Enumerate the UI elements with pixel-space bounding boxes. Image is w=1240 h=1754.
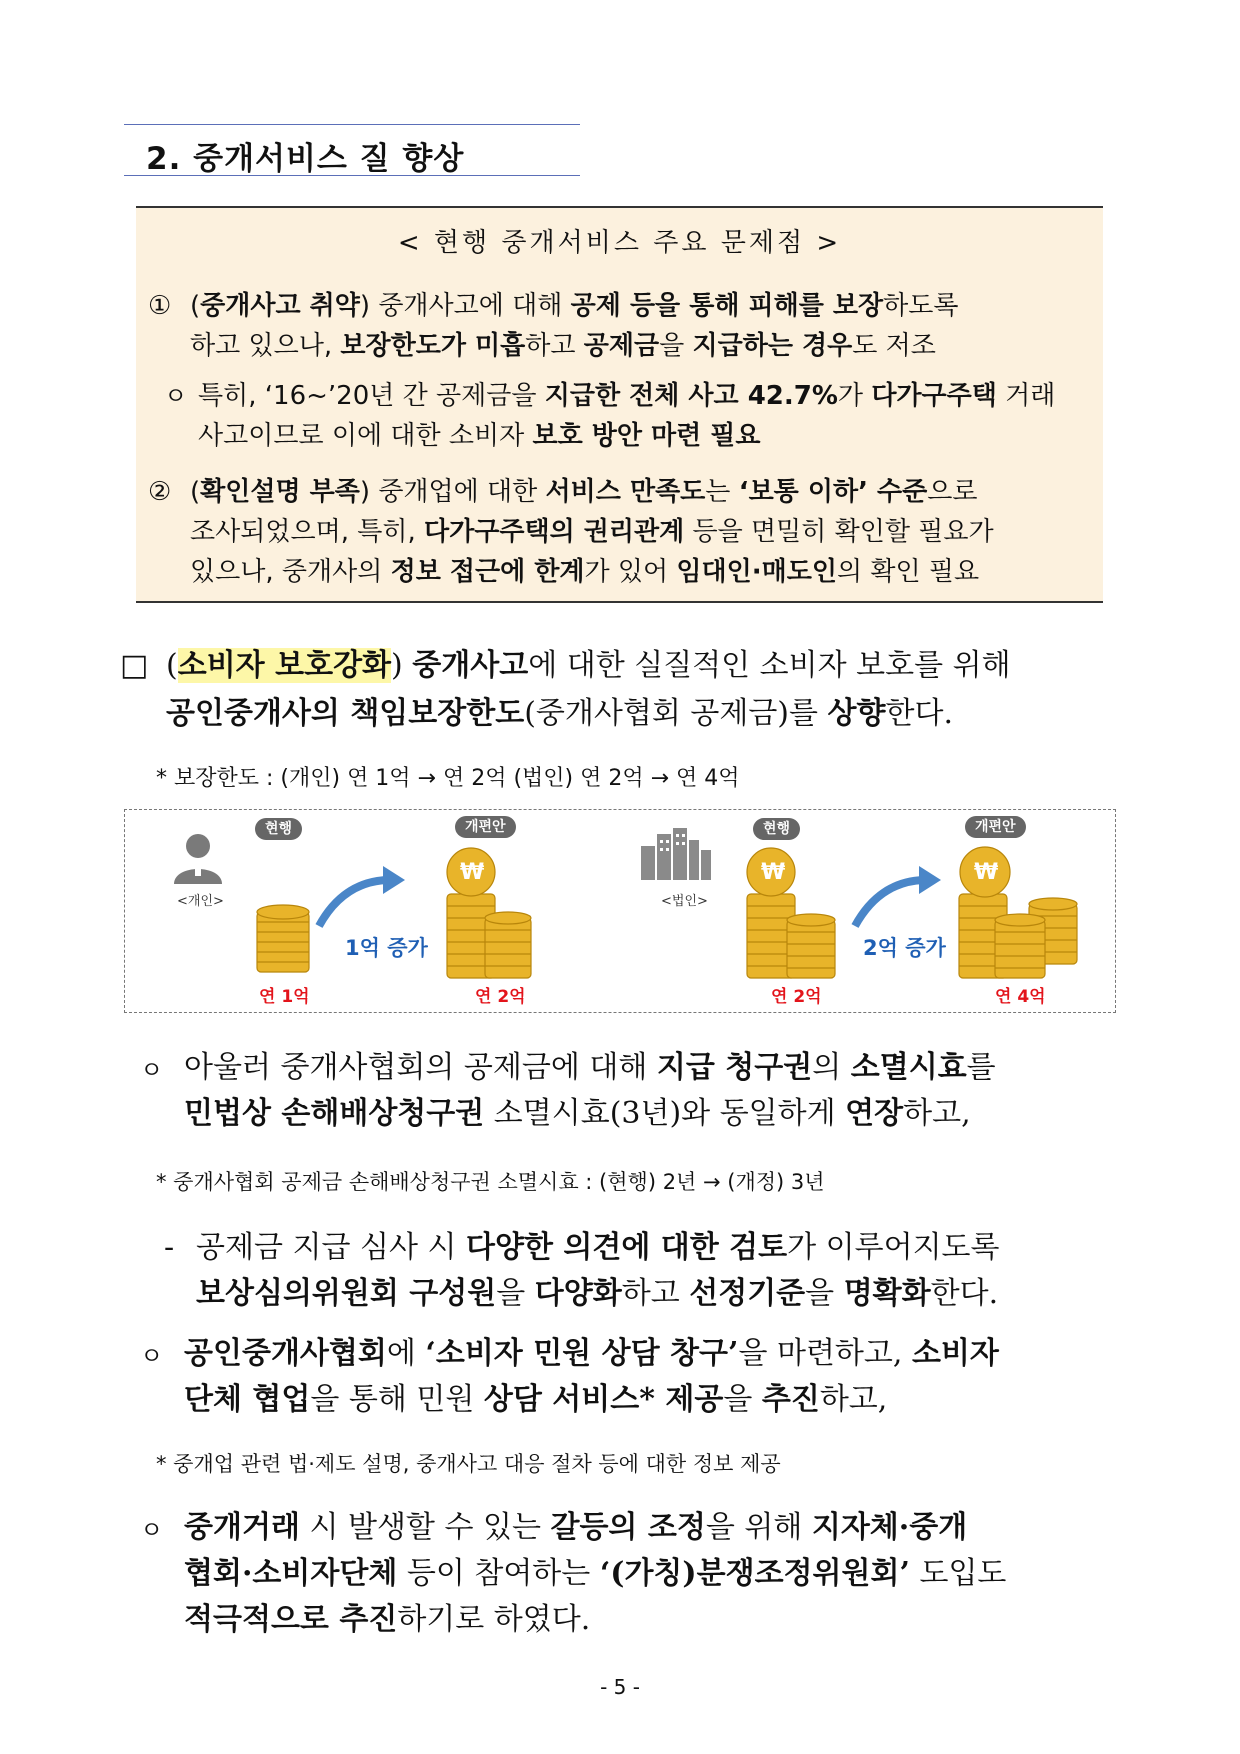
text-segment: 소멸시효 bbox=[850, 1050, 967, 1085]
text-segment: 지급한 전체 사고 42.7% bbox=[544, 381, 838, 411]
item2-line2 bbox=[190, 512, 994, 552]
text-segment: 소멸시효(3년)와 동일하게 bbox=[484, 1096, 846, 1131]
text-segment: 조사되었으며, 특히, bbox=[190, 517, 424, 547]
text-segment: 을 통해 민원 bbox=[310, 1382, 484, 1417]
sub1-line2 bbox=[198, 416, 761, 456]
text-segment: 중개거래 bbox=[184, 1510, 300, 1545]
text-segment: 는 bbox=[705, 477, 739, 507]
page-number: - 5 - bbox=[600, 1675, 640, 1699]
text-segment: ‘(가칭)분쟁조정위원회’ bbox=[599, 1556, 910, 1591]
text-segment: ( bbox=[190, 291, 201, 321]
text-segment: 적극적으로 추진 bbox=[184, 1602, 398, 1637]
text-segment: 을 위해 bbox=[705, 1510, 812, 1545]
sub1-line1 bbox=[198, 376, 1055, 416]
text-segment: 한다. bbox=[930, 1276, 999, 1311]
p2-note: * 중개사협회 공제금 손해배상청구권 소멸시효 : (현행) 2년 → (개정) 3년 bbox=[156, 1170, 825, 1194]
text-segment: 특히, bbox=[198, 381, 265, 411]
tag-reform-corporate: 개편안 bbox=[965, 816, 1026, 838]
text-segment: 하고 bbox=[621, 1276, 690, 1311]
text-segment: ‘보통 이하’ 수준 bbox=[738, 477, 928, 507]
text-segment: 하기로 하였다. bbox=[397, 1602, 591, 1637]
text-segment: 아울러 중개사협회의 공제금에 대해 bbox=[184, 1050, 657, 1085]
amount-individual-current: 연 1억 bbox=[259, 987, 310, 1007]
text-segment: 하고, bbox=[903, 1096, 971, 1131]
text-segment: 소비자 bbox=[911, 1336, 999, 1371]
text-segment: 의 bbox=[812, 1050, 851, 1085]
sub1-bullet: ㅇ bbox=[164, 382, 188, 410]
p2-line2 bbox=[184, 1092, 971, 1136]
text-segment: 지자체·중개 bbox=[811, 1510, 968, 1545]
text-segment: 서비스 만족도 bbox=[545, 477, 706, 507]
text-segment: 를 bbox=[789, 696, 828, 731]
coin-stack-1 bbox=[255, 902, 311, 978]
text-segment: 보장한도가 미흡 bbox=[340, 331, 526, 361]
text-segment: 갈등의 조정 bbox=[550, 1510, 706, 1545]
p1-line2 bbox=[166, 692, 953, 736]
text-segment: 상담 서비스* 제공 bbox=[483, 1382, 724, 1417]
text-segment: 있으나, 중개사의 bbox=[190, 557, 391, 587]
text-segment: 도 저조 bbox=[852, 331, 936, 361]
text-segment: 가 이루어지도록 bbox=[787, 1230, 1000, 1265]
text-segment: 으로 bbox=[927, 477, 978, 507]
text-segment: 중개사고 취약 bbox=[200, 291, 360, 321]
tag-current-corporate: 현행 bbox=[753, 818, 800, 840]
p3-dash: - bbox=[164, 1230, 175, 1265]
text-segment: 지급 청구권 bbox=[656, 1050, 813, 1085]
text-segment: 명확화 bbox=[843, 1276, 931, 1311]
text-segment: 사고이므로 이에 대한 소비자 bbox=[198, 421, 533, 451]
p2-bullet: ㅇ bbox=[140, 1056, 164, 1084]
text-segment: 에 bbox=[386, 1336, 426, 1371]
section-header bbox=[124, 124, 580, 176]
coin-stack-3 bbox=[745, 846, 837, 980]
text-segment: 공제금을 bbox=[427, 381, 545, 411]
text-segment: 에 대한 실질적인 소비자 보호를 위해 bbox=[528, 648, 1011, 683]
section-title: 2. 중개서비스 질 향상 bbox=[146, 141, 465, 177]
text-segment: 하고 bbox=[525, 331, 584, 361]
won-symbol-1: ₩ bbox=[460, 860, 485, 885]
text-segment: 중개사고 bbox=[412, 648, 529, 683]
text-segment: 공인중개사의 책임보장한도 bbox=[166, 696, 525, 731]
text-segment: 시 발생할 수 있는 bbox=[299, 1510, 551, 1545]
text-segment: ) bbox=[391, 648, 413, 683]
p4-note: * 중개업 관련 법·제도 설명, 중개사고 대응 절차 등에 대한 정보 제공 bbox=[156, 1452, 781, 1476]
p4-line1 bbox=[184, 1332, 999, 1376]
p4-bullet: ㅇ bbox=[140, 1342, 164, 1370]
amount-individual-reform: 연 2억 bbox=[475, 987, 526, 1007]
increase-corporate: 2억 증가 bbox=[863, 936, 946, 960]
text-segment: 가 있어 bbox=[584, 557, 677, 587]
coin-stack-2 bbox=[445, 844, 533, 980]
text-segment: ) 중개업에 대한 bbox=[359, 477, 546, 507]
text-segment: ) 중개사고에 대해 bbox=[359, 291, 571, 321]
text-segment: 공제금 bbox=[583, 331, 660, 361]
text-segment: ‘소비자 민원 상담 창구’ bbox=[425, 1336, 739, 1371]
increase-individual: 1억 증가 bbox=[345, 936, 428, 960]
problem-box bbox=[136, 206, 1103, 603]
tag-current-individual: 현행 bbox=[255, 818, 302, 840]
problem-box-title: < 현행 중개서비스 주요 문제점 > bbox=[397, 228, 842, 258]
amount-corporate-reform: 연 4억 bbox=[995, 987, 1046, 1007]
text-segment: 하고, bbox=[819, 1382, 888, 1417]
p1-line1 bbox=[166, 644, 1011, 688]
text-segment: 공인중개사협회 bbox=[184, 1336, 387, 1371]
item2-line1 bbox=[190, 472, 977, 512]
text-segment: 보호 방안 마련 필요 bbox=[532, 421, 761, 451]
text-segment: 을 bbox=[805, 1276, 844, 1311]
text-segment: 거래 bbox=[996, 381, 1056, 411]
corporate-caption: <법인> bbox=[661, 894, 708, 909]
text-segment: 을 bbox=[496, 1276, 535, 1311]
text-segment: 다가구주택 bbox=[871, 381, 997, 411]
p1-checkbox: □ bbox=[120, 648, 149, 683]
item1-line2 bbox=[190, 326, 936, 366]
text-segment: 보상심의위원회 구성원 bbox=[196, 1276, 497, 1311]
text-segment: 공제금 지급 심사 시 bbox=[196, 1230, 466, 1265]
won-symbol-3: ₩ bbox=[974, 860, 999, 885]
text-segment: 선정기준 bbox=[689, 1276, 806, 1311]
text-segment: 추진 bbox=[761, 1382, 820, 1417]
text-segment: 를 bbox=[966, 1050, 996, 1085]
item1-number: ① bbox=[148, 291, 172, 321]
item2-number: ② bbox=[148, 477, 172, 507]
text-segment: ‘16~’20년 간 bbox=[264, 381, 428, 411]
text-segment: 을 bbox=[723, 1382, 762, 1417]
p3-line2 bbox=[196, 1272, 998, 1316]
text-segment: 상향 bbox=[827, 696, 886, 731]
text-segment: 지급하는 경우 bbox=[692, 331, 853, 361]
item2-line3 bbox=[190, 552, 979, 592]
building-icon bbox=[639, 828, 711, 880]
p3-line1 bbox=[196, 1226, 1000, 1270]
p5-line1 bbox=[184, 1506, 967, 1550]
text-segment: 을 bbox=[659, 331, 693, 361]
p5-bullet: ㅇ bbox=[140, 1516, 164, 1544]
amount-corporate-current: 연 2억 bbox=[771, 987, 822, 1007]
text-segment: 협회·소비자단체 bbox=[184, 1556, 398, 1591]
text-segment: 민법상 손해배상청구권 bbox=[184, 1096, 485, 1131]
p5-line2 bbox=[184, 1552, 1006, 1596]
tag-reform-individual: 개편안 bbox=[455, 816, 516, 838]
text-segment: 정보 접근에 한계 bbox=[390, 557, 585, 587]
text-segment: 의 확인 필요 bbox=[837, 557, 980, 587]
text-segment: 도입도 bbox=[909, 1556, 1007, 1591]
text-segment: 하도록 bbox=[883, 291, 959, 321]
text-segment: 소비자 보호강화 bbox=[177, 648, 392, 683]
text-segment: 다가구주택의 권리관계 bbox=[424, 517, 685, 547]
text-segment: 을 마련하고, bbox=[738, 1336, 912, 1371]
p5-line3 bbox=[184, 1598, 590, 1642]
infographic bbox=[124, 809, 1116, 1013]
text-segment: ( bbox=[166, 648, 178, 683]
text-segment: 한다. bbox=[885, 696, 954, 731]
text-segment: 확인설명 부족 bbox=[200, 477, 360, 507]
text-segment: 등이 참여하는 bbox=[397, 1556, 600, 1591]
text-segment: 단체 협업 bbox=[184, 1382, 311, 1417]
text-segment: 임대인·매도인 bbox=[676, 557, 837, 587]
arrow-icon-corporate bbox=[849, 862, 943, 932]
text-segment: 다양화 bbox=[534, 1276, 622, 1311]
p2-line1 bbox=[184, 1046, 996, 1090]
arrow-icon-individual bbox=[313, 862, 407, 932]
individual-caption: <개인> bbox=[177, 894, 224, 909]
p1-note: * 보장한도 : (개인) 연 1억 → 연 2억 (법인) 연 2억 → 연 4억 bbox=[156, 766, 740, 791]
person-icon bbox=[169, 826, 227, 884]
text-segment: 다양한 의견에 대한 검토 bbox=[465, 1230, 788, 1265]
text-segment: 하고 있으나, bbox=[190, 331, 341, 361]
p4-line2 bbox=[184, 1378, 887, 1422]
text-segment: 공제 등을 통해 피해를 보장 bbox=[570, 291, 884, 321]
text-segment: 연장 bbox=[845, 1096, 904, 1131]
text-segment: (중개사협회 공제금) bbox=[524, 696, 790, 731]
item1-line1 bbox=[190, 286, 1090, 326]
text-segment: ( bbox=[190, 477, 201, 507]
text-segment: 가 bbox=[837, 381, 872, 411]
won-symbol-2: ₩ bbox=[761, 860, 786, 885]
text-segment: 등을 면밀히 확인할 필요가 bbox=[684, 517, 994, 547]
